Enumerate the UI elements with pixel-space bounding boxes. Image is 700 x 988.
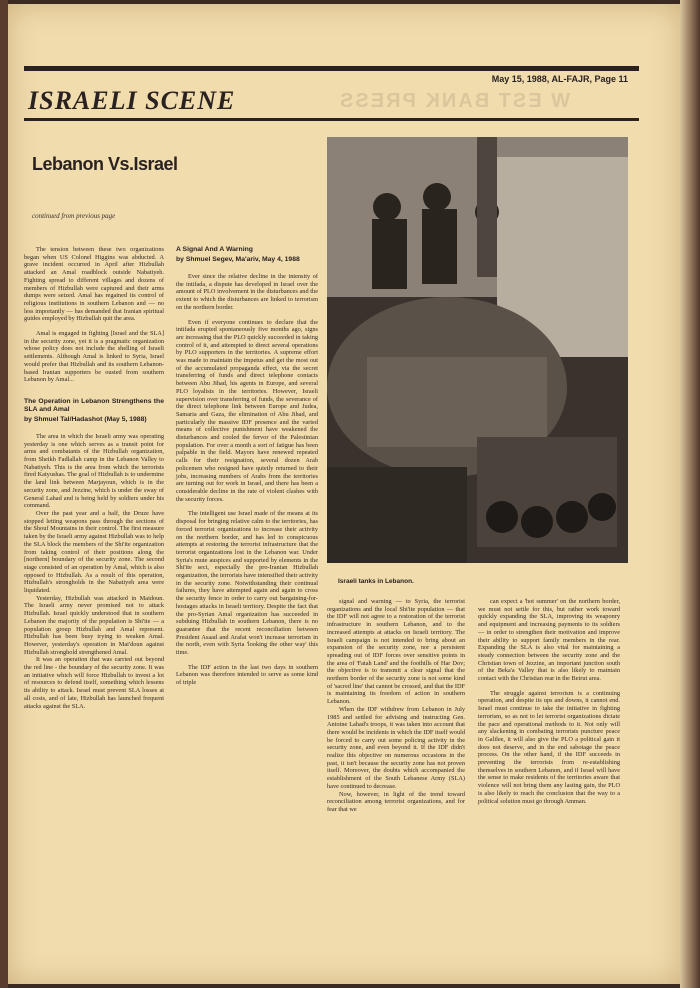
- top-rule: [24, 66, 639, 71]
- paragraph: The struggle against terrorism is a continuing operation, and despite its ups and downs, it cannot end. Israel must continue to take the initiative in fighting terrorism, so as not to let terrorist organizations dictate the pace and operational methods to it. Not only will any slackening in combating terrorists puncture peace in Galilee, it will also give the PLO a political gain it does not deserve, and in the end sabotage the peace process. On the other hand, if the IDF succeeds in preventing the terrorists from re-establishing themselves in southern Lebanon, and if Israel will have the sense to make residents of the territories aware that violence will not bring them any lasting gain, the PLO is also likely to reach the conclusion that the way to a political solution must go through Amman.: [478, 689, 620, 805]
- column-4: [478, 598, 620, 805]
- paragraph: can expect a 'hot summer' on the northern border, we must not settle for this, but rather work toward quickly expanding the SLA, improving its weaponry and equipment and increasing payments to its soldiers — in order to strengthen their motivation and improve their ability to support family members in the rear. Expanding the SLA is also vital for maintaining a steady connection between the security zone and the Christian town of Jezzine, an important junction south of the Beka'a Valley that is also likely to maintain contact with the Christian rear in the Beirut area.: [478, 598, 620, 683]
- subhead-byline: by Shmuel Tal/Hadashot (May 5, 1988): [24, 415, 147, 423]
- paragraph: Amal is engaged in fighting [Israel and the SLA] in the security zone, yet it is a pragmatic organization whose policy does not include the shelling of Israeli settlements. Although Amal is linked to Syria, Israel would prefer that Hizbullah and its southern Lebanon-based Iranian supporters be ousted from southern Lebanon by Amal...: [24, 330, 164, 384]
- paragraph: The IDF action in the last two days in southern Lebanon was therefore intended to serve as some kind of triple: [176, 663, 318, 687]
- newspaper-page: [8, 4, 680, 984]
- continued-note: continued from previous page: [32, 212, 116, 220]
- column-1: [24, 246, 164, 710]
- subhead-byline: by Shmuel Segev, Ma'ariv, May 4, 1988: [176, 256, 300, 263]
- subhead: The Operation in Lebanon Strengthens the SLA and Amal: [24, 397, 164, 413]
- subhead: A Signal And A Warning: [176, 246, 253, 253]
- column-2: [176, 246, 318, 687]
- column-3: [327, 598, 465, 814]
- tank-photo: [327, 137, 628, 563]
- book-spine: [0, 0, 8, 988]
- photo-caption: Israeli tanks in Lebanon.: [338, 578, 414, 585]
- dateline: May 15, 1988, AL-FAJR, Page 11: [491, 74, 628, 84]
- bleed-through-watermark: W EST BANK PRESS: [338, 90, 571, 112]
- paragraph: Now, however, in light of the trend toward reconciliation among terrorist organizations, and for fear that we: [327, 790, 465, 813]
- tank-photo-drawing: [327, 137, 628, 563]
- paragraph: Yesterday, Hizbullah was attacked in Maidoun. The Israeli army never promised not to attack Hizbullah. Israel quickly understood that in southern Lebanon the majority of the population is Shi'ite — a population group Hizbullah and Amal represent. Hizbullah has been busy trying to weaken Amal. However, yesterday's operation in Mai'doun against Hizbullah stronghold strengthened Amal.: [24, 594, 164, 656]
- paragraph: Even if everyone continues to declare that the intifada erupted spontaneously five months ago, signs are increasing that the PLO quickly succeeded in taking control of it, and attempted to direct several operations by PLO supporters in the territories. A supreme effort was made to maintain the impetus and get the most out of the accumulated propaganda effect, via the secret transferring of funds and direct telephone contacts between Abu Jihad, his agents in Europe, and several PLO loyalists in the territories. However, Israeli supervision over transferring of funds, the severance of the direct telephone link between Europe and Judea, Samaria and Gaza, the elimination of Abu Jihad, and particularly the massive IDF presence and the varied means of collective punishment have weakened the disturbances and cooled the fervor of the Palestinian population. For over a month a sort of fatigue has been palpable in the field. Mayors have renewed repeated calls for their resignation, several dozen Arab policemen who resigned have quietly returned to their jobs, increasing numbers of Arabs from the territories are turning out for work in Israel, and there has been a considerable decline in the rate of violent clashes with the security forces.: [176, 318, 318, 503]
- article-headline: Lebanon Vs.Israel: [32, 154, 178, 174]
- paragraph: signal and warning — to Syria, the terrorist organizations and the local Shi'ite population — that the IDF will not agree to a restoration of the terrorist infrastructure in southern Lebanon, and to the increased attempts at attacks on Israeli territory. The Israeli campaign is not intended to bring about an expansion of the security zone, nor a persistent spreading out of IDF forces over sensitive points in the area of 'Fatah Land' and the foothills of Har Dov; the objective is to transmit a clear signal that the northern border of the security zone is not some kind of 'sacred line' that cannot be crossed, and that the IDF is maintaining its freedom of action in southern Lebanon.: [327, 598, 465, 706]
- paragraph: When the IDF withdrew from Lebanon in July 1985 and settled for advising and instructing Gen. Antoine Lahad's troops, it was taken into account that there would be incidents in which the IDF itself would be forced to carry out some policing activity in the security zone, and even beyond it. If the IDF didn't realize this objective on numerous occasions in the past, it isn't because the security zone has not proven itself. Moreover, the doubts which accompanied the establishment of the South Lebanese Army (SLA) have continued to decrease.: [327, 705, 465, 790]
- section-rule: [24, 118, 639, 121]
- paragraph: The area in which the Israeli army was operating yesterday is one which serves as a transit point for arms and combatants of the Hizbullah organization, from Sheikh Fadlallah camp in the Lebanon Valley to Nabatiyeh. This is the area from which the terrorists fired Katyushas. The goal of Hizbullah is to undermine the land link between Marjayoun, which is in the security zone, and Jezzine, which is under the sway of General Lahad and is being held by soldiers under his command.: [24, 432, 164, 510]
- section-title: ISRAELI SCENE: [28, 86, 236, 115]
- page-stack-edge: [680, 0, 700, 988]
- paragraph: The intelligent use Israel made of the means at its disposal for bringing relative calm to the territories, has forced terrorist organizations to increase their activity on the northern border, and has led to conspicuous attempts at restoring the terrorist infrastructure that the terrorist organizations lost in the Lebanon war. Under Syria's mute auspices and supported by elements in the Shi'ite sect, especially the pro-Iranian Hizbullah organization, the terrorists have intensified their activity in the security zone. Notwithstanding their continual failures, they have attempted again and again to cross the security fence in order to carry out bargaining-for-hostages attacks in Israeli territory. Despite the fact that the pro-Syrian Amal organization has succeeded in subduing Hizbullah in southern Lebanon, there is no guarantee that the recent reconciliation between President Asaad and Arafat won't increase terrorism in the north, even with Syria 'looking the other way' this time.: [176, 510, 318, 657]
- paragraph: It was an operation that was carried out beyond the red line - the boundary of the security zone. It was an initiative which will force Hizbullah to invest a lot of resources to defend itself, something which lessens its ability to attack. Israel must prevent SLA losses at all costs, and of late, Hizbullah has launched frequent attacks against the SLA.: [24, 656, 164, 710]
- paragraph: Over the past year and a half, the Druze have stopped letting weapons pass through the sections of the Shouf Mountains in their control. The first measure taken by the Israeli army against Hizbullah was to help the SLA block the members of the Shi'ite organization from taking control of their positions along the [northern] boundary of the security zone. The second stage consisted of an operation by Amal, which is also opposed to Hizbullah. As a result of this operation, Hizbullah's strongholds in the Nabatiyeh area were liquidated.: [24, 509, 164, 595]
- paragraph: Ever since the relative decline in the intensity of the intifada, a dispute has developed in Israel over the amount of PLO involvement in the disturbances and the extent to which the disturbances are linked to terrorism on the northern border.: [176, 273, 318, 311]
- paragraph: The tension between these two organizations began when US Colonel Higgins was abducted. A grave incident occurred in April after Hizbullah attacked an Amal roadblock outside Nabatiyeh. Fighting spread to different villages and dozens of members of Hizbullah were captured and their arms dumps were seized. Amal has regained its control of religious institutions in southern Lebanon and — no less importantly — has demanded that Iranian spiritual guides employed by Hizbullah quit the area.: [24, 246, 164, 323]
